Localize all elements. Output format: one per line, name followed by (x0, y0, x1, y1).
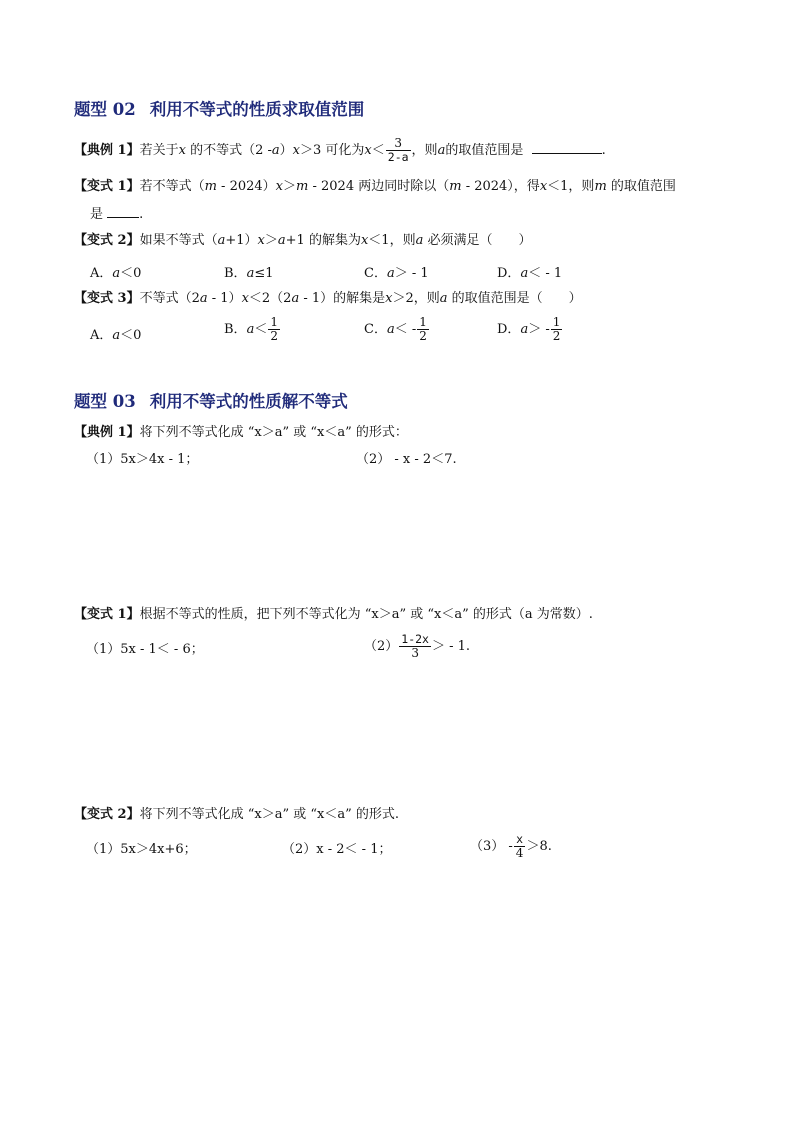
s3-variant-1-item-1 (86, 641, 204, 659)
fraction-denominator: 2-a (387, 150, 409, 164)
option-letter: D． (497, 266, 521, 281)
fraction (386, 137, 411, 164)
var-a: a (437, 143, 446, 158)
text-run: ＜ (371, 143, 385, 158)
var-m: m (296, 179, 309, 194)
var-a: a (439, 291, 448, 306)
var-a: a (520, 266, 529, 281)
section-02-number: 题型 02 (74, 100, 136, 119)
s3-example-1-item-2 (356, 451, 457, 469)
fraction (417, 316, 429, 343)
fraction (551, 316, 563, 343)
s3-variant-1-item-2 (364, 633, 470, 660)
text-run: （1）5x＞4x+6； (86, 842, 197, 857)
fraction-denominator: 2 (419, 329, 427, 343)
var-a: a (246, 266, 255, 281)
text-run: 不等式（2 (139, 291, 200, 306)
fraction-denominator: 2 (270, 329, 278, 343)
text-run: 如果不等式（ (139, 233, 218, 248)
option-text: ＜ - 1 (528, 266, 563, 281)
s3-variant-2-item-3 (470, 833, 552, 860)
fraction (399, 633, 431, 660)
text-run: +1 的解集为 (285, 233, 361, 248)
var-x: x (385, 291, 393, 306)
var-m: m (594, 179, 607, 194)
section-03-number: 题型 03 (74, 392, 136, 411)
s3-variant-1-question (74, 606, 593, 624)
option-letter: A． (90, 266, 113, 281)
fraction-denominator: 2 (552, 329, 561, 343)
text-run: 根据不等式的性质，把下列不等式化为 “x＞a” 或 “x＜a” 的形式（a 为常数）. (139, 607, 593, 622)
var-a: a (386, 266, 395, 281)
var-m: m (204, 179, 217, 194)
variant-3-option-c[interactable] (364, 316, 430, 343)
option-letter: A． (90, 328, 113, 343)
variant-3-option-a[interactable] (90, 324, 141, 343)
variant-1-question (74, 178, 676, 196)
option-letter: C． (364, 322, 387, 337)
var-a: a (415, 233, 424, 248)
text-run: - 2024 两边同时除以（ (308, 179, 450, 194)
fraction (268, 316, 280, 343)
text-run: （1）5x＞4x - 1； (86, 452, 199, 467)
s3-variant-2-item-1 (86, 841, 197, 859)
answer-blank[interactable] (532, 141, 602, 154)
text-run: - 1）的解集是 (299, 291, 386, 306)
var-a: a (277, 233, 286, 248)
variant-2-option-c[interactable] (364, 262, 429, 281)
text-run: ＞ (283, 179, 297, 194)
text-run: ＞8. (526, 839, 552, 854)
text-run: - 2024），得 (461, 179, 540, 194)
text-run: ） (279, 143, 293, 158)
var-x: x (275, 179, 284, 194)
variant-2-question (74, 232, 531, 250)
text-run: 的不等式（2 - (185, 143, 272, 158)
text-run: . (139, 207, 144, 222)
text-run: 将下列不等式化成 “x＞a” 或 “x＜a” 的形式： (139, 425, 408, 440)
text-run: 的取值范围 (606, 179, 676, 194)
var-a: a (246, 322, 255, 337)
var-a: a (112, 328, 121, 343)
var-a: a (520, 322, 529, 337)
variant-3-option-d[interactable] (497, 316, 563, 343)
text-run: ＜1，则 (368, 233, 416, 248)
option-text: ＜ (254, 322, 268, 337)
text-run: . (601, 143, 606, 158)
option-text: ≤1 (254, 266, 274, 281)
variant-3-option-b[interactable] (224, 316, 281, 343)
text-run: （3） - (470, 839, 513, 854)
variant-2-option-d[interactable] (497, 262, 562, 281)
fraction-numerator: 1 (419, 315, 427, 329)
section-03-title: 利用不等式的性质解不等式 (149, 392, 348, 411)
var-x: x (241, 291, 249, 306)
text-run: 将下列不等式化成 “x＞a” 或 “x＜a” 的形式. (139, 807, 399, 822)
section-02-title: 利用不等式的性质求取值范围 (149, 100, 365, 119)
var-a: a (217, 233, 226, 248)
s3-variant-2-tag: 【变式 2】 (74, 807, 140, 822)
text-run: （2） - x - 2＜7. (356, 452, 457, 467)
text-run: 的取值范围是（ ） (447, 291, 582, 306)
fraction-numerator: 1-2x (401, 632, 429, 646)
var-x: x (257, 233, 265, 248)
var-a: a (112, 266, 121, 281)
variant-2-option-a[interactable] (90, 262, 141, 281)
var-a: a (271, 143, 280, 158)
variant-1-question-line2 (90, 205, 143, 224)
fraction-numerator: 1 (552, 315, 561, 329)
s3-example-1-item-1 (86, 451, 198, 469)
fraction-numerator: 3 (386, 137, 411, 151)
option-text: ＜0 (120, 328, 142, 343)
text-run: ＜1，则 (547, 179, 595, 194)
option-text: ＞ - 1 (394, 266, 429, 281)
variant-3-question (74, 290, 582, 308)
text-run: ＞2，则 (392, 291, 440, 306)
s3-variant-2-item-2 (282, 841, 391, 859)
variant-3-tag: 【变式 3】 (74, 291, 140, 306)
fraction-numerator: x (514, 833, 526, 847)
var-a: a (291, 291, 300, 306)
text-run: ＞3 可化为 (300, 143, 365, 158)
text-run: - 1） (207, 291, 242, 306)
fraction (514, 833, 526, 860)
text-run: （2）x - 2＜ - 1； (282, 842, 392, 857)
option-text: ＞ - (528, 322, 550, 337)
text-run: （1）5x - 1＜ - 6； (86, 642, 204, 657)
var-x: x (364, 143, 372, 158)
text-run: 的取值范围是 (445, 143, 524, 158)
option-letter: C． (364, 266, 387, 281)
var-x: x (539, 179, 548, 194)
s3-example-1-tag: 【典例 1】 (74, 425, 140, 440)
text-run: 是 (90, 207, 104, 222)
var-a: a (386, 322, 395, 337)
text-run: ＞ - 1. (431, 639, 471, 654)
text-run: ，则 (411, 143, 438, 158)
text-run: +1） (225, 233, 258, 248)
text-run: - 2024） (216, 179, 276, 194)
variant-2-option-b[interactable] (224, 262, 274, 281)
var-x: x (178, 143, 186, 158)
section-02-heading (74, 96, 364, 120)
variant-2-tag: 【变式 2】 (74, 233, 140, 248)
s3-variant-1-tag: 【变式 1】 (74, 607, 140, 622)
text-run: （2） (364, 639, 399, 654)
var-m: m (449, 179, 462, 194)
s3-example-1-question (74, 424, 408, 442)
answer-blank[interactable] (107, 205, 139, 218)
fraction-denominator: 3 (411, 646, 419, 660)
section-03-heading (74, 388, 348, 412)
fraction-numerator: 1 (270, 315, 278, 329)
option-letter: D． (497, 322, 521, 337)
text-run: 必须满足（ ） (423, 233, 532, 248)
fraction-denominator: 4 (515, 846, 524, 860)
var-x: x (292, 143, 300, 158)
option-letter: B． (224, 266, 247, 281)
example-1-tag: 【典例 1】 (74, 143, 140, 158)
option-letter: B． (224, 322, 247, 337)
example-1-question (74, 137, 606, 164)
var-x: x (360, 233, 369, 248)
option-text: ＜ - (394, 322, 417, 337)
option-text: ＜0 (120, 266, 142, 281)
text-run: ＞ (264, 233, 278, 248)
text-run: ＜2（2 (248, 291, 292, 306)
text-run: 若关于 (139, 143, 179, 158)
s3-variant-2-question (74, 806, 399, 824)
variant-1-tag: 【变式 1】 (74, 179, 140, 194)
var-a: a (199, 291, 208, 306)
text-run: 若不等式（ (139, 179, 205, 194)
